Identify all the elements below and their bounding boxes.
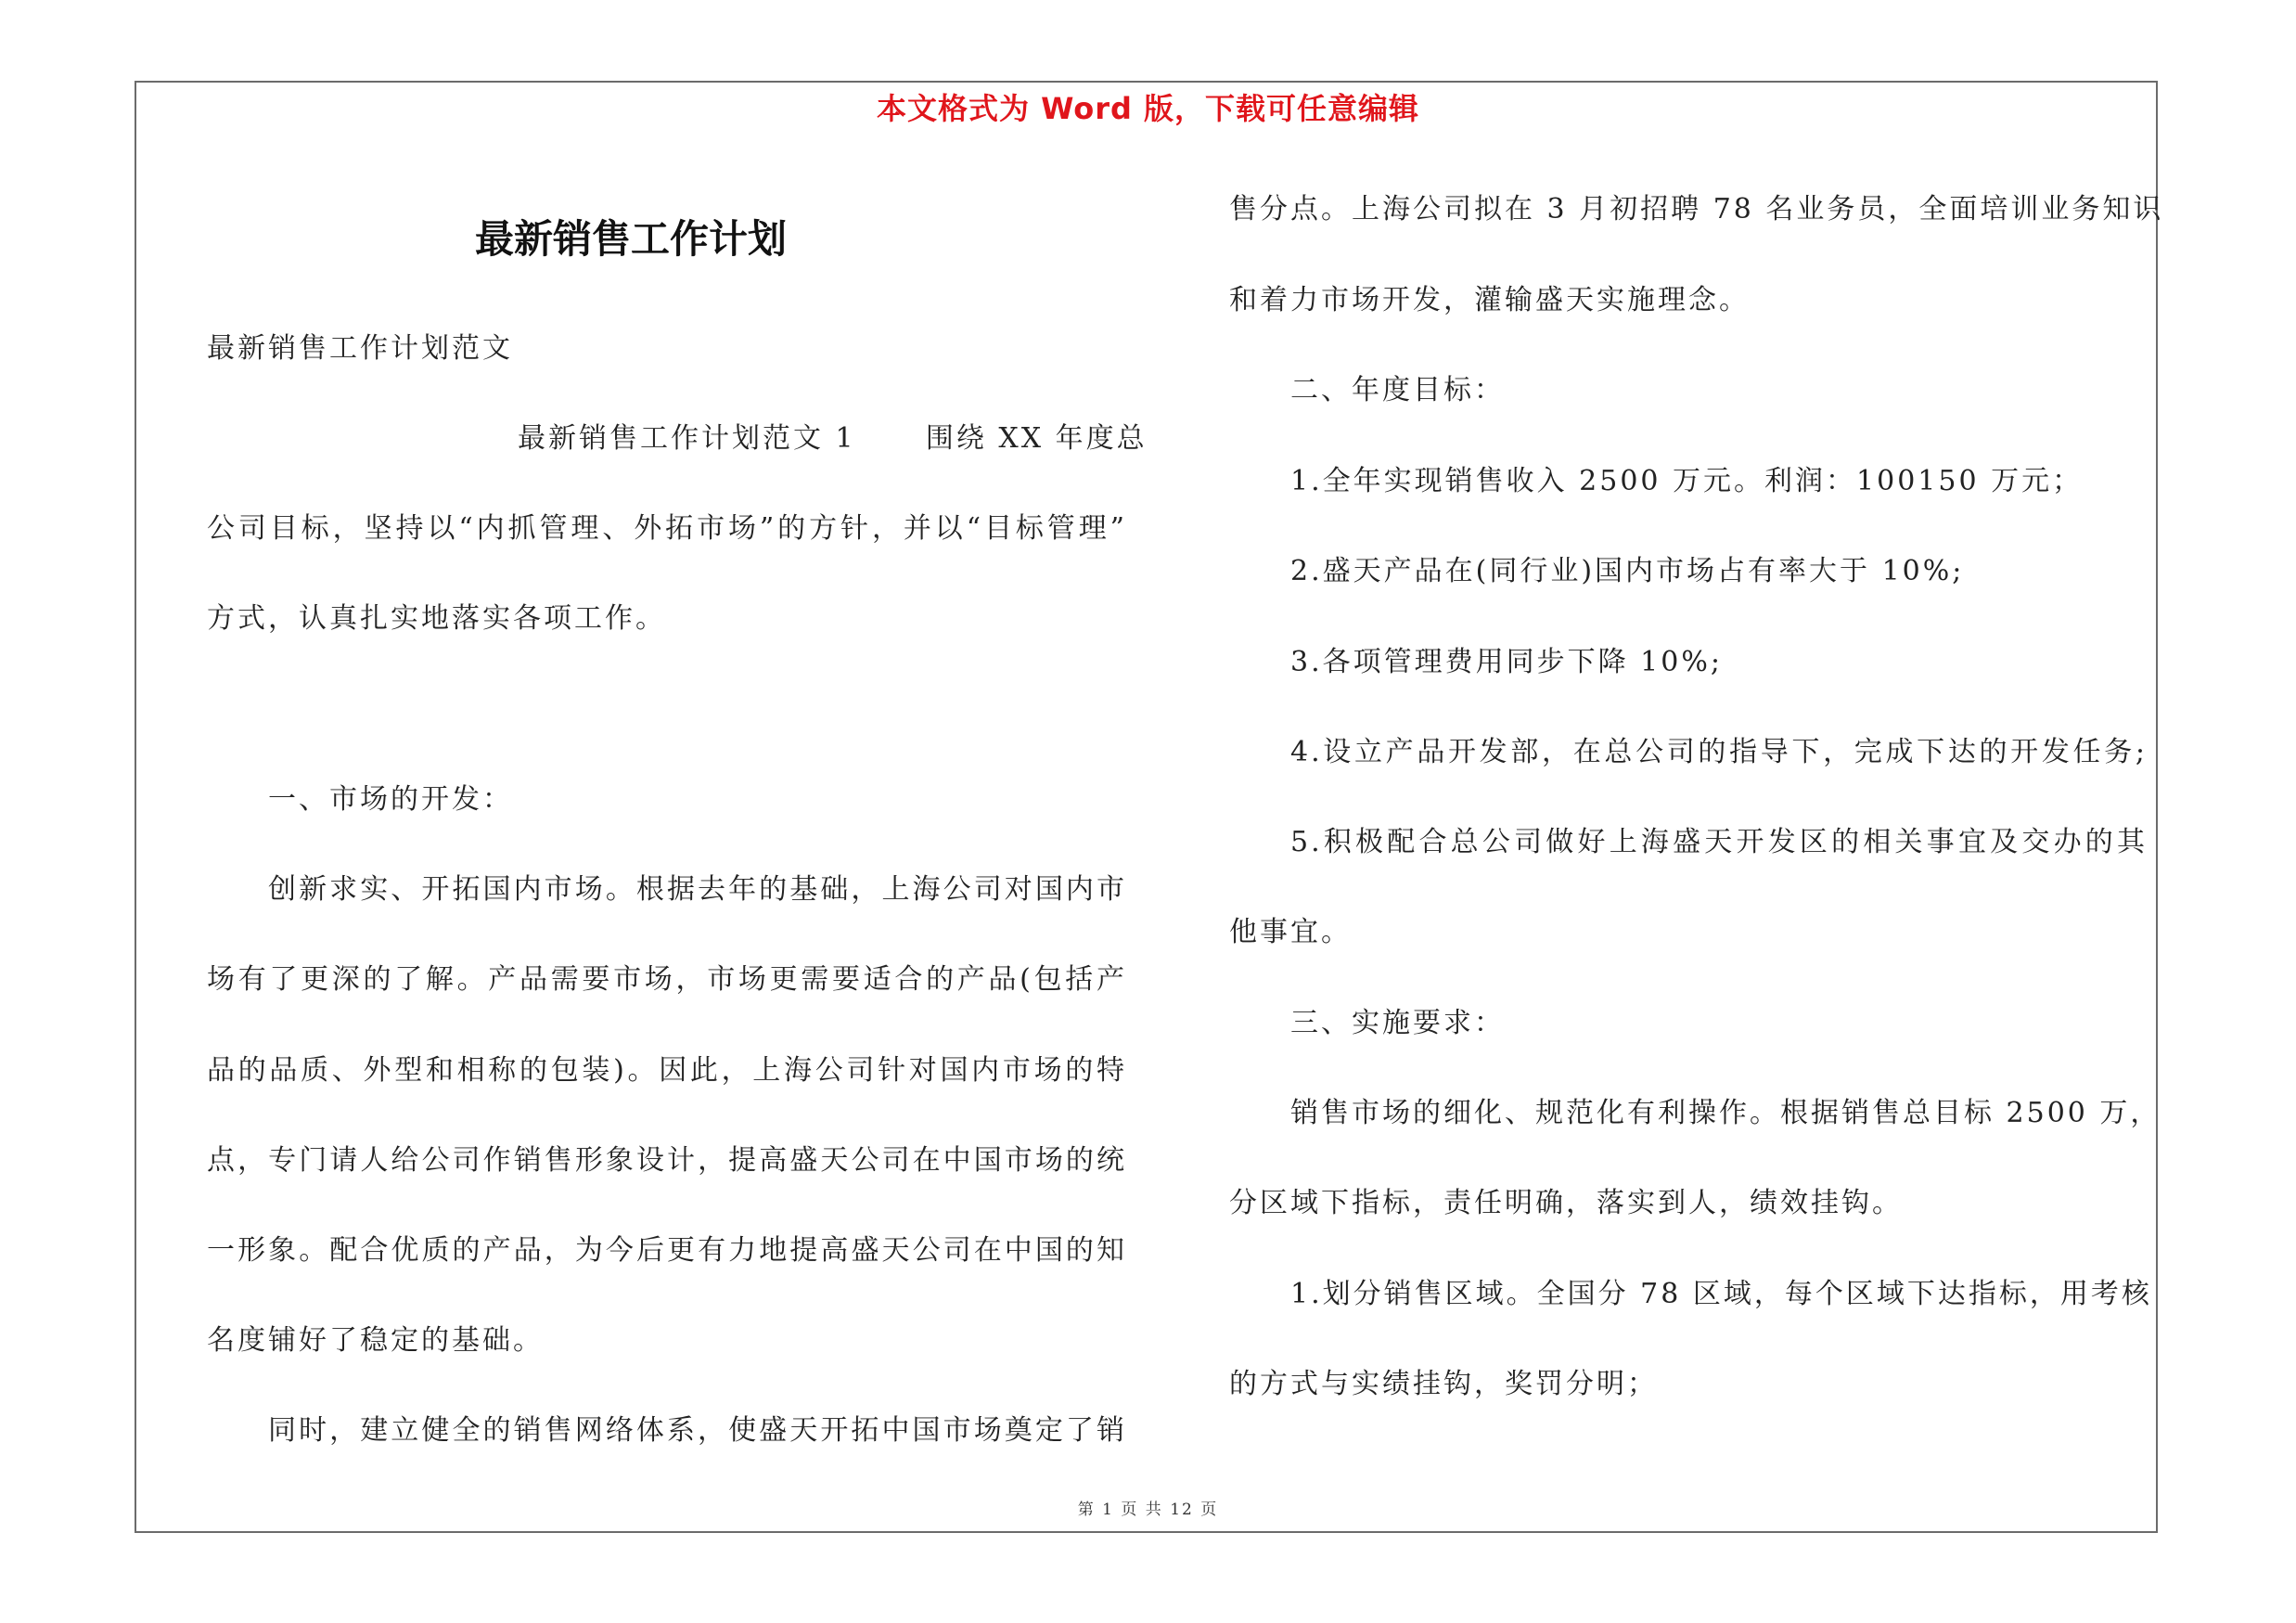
paragraph-line: 公司目标，坚持以“内抓管理、外拓市场”的方针，并以“目标管理” [207, 512, 1127, 545]
paragraph-line: 点，专门请人给公司作销售形象设计，提高盛天公司在中国市场的统 [207, 1144, 1127, 1177]
goal-item: 5.积极配合总公司做好上海盛天开发区的相关事宜及交办的其 [1290, 826, 2148, 858]
paragraph-line: 1.划分销售区域。全国分 78 区域，每个区域下达指标，用考核 [1290, 1278, 2152, 1310]
paragraph-line: 名度铺好了稳定的基础。 [207, 1324, 544, 1357]
paragraph-line: 品的品质、外型和相称的包装)。因此，上海公司针对国内市场的特 [207, 1054, 1127, 1087]
section-heading: 三、实施要求： [1290, 1007, 1505, 1039]
heading-line: 最新销售工作计划范文 1 围绕 XX 年度总 [518, 422, 1148, 455]
paragraph-line: 场有了更深的了解。产品需要市场，市场更需要适合的产品(包括产 [207, 963, 1127, 996]
goal-item: 4.设立产品开发部，在总公司的指导下，完成下达的开发任务; [1290, 736, 2148, 768]
document-title: 最新销售工作计划 [474, 216, 787, 262]
paragraph-line: 的方式与实绩挂钩，奖罚分明； [1229, 1368, 1658, 1400]
paragraph-line: 他事宜。 [1229, 916, 1352, 948]
section-heading: 一、市场的开发： [268, 783, 513, 816]
subtitle: 最新销售工作计划范文 [207, 332, 513, 365]
goal-item: 3.各项管理费用同步下降 10%; [1290, 646, 1723, 678]
paragraph-line: 方式，认真扎实地落实各项工作。 [207, 602, 666, 635]
paragraph-line: 销售市场的细化、规范化有利操作。根据销售总目标 2500 万， [1290, 1097, 2161, 1129]
page-number: 第 1 页 共 12 页 [1077, 1501, 1219, 1519]
goal-item: 2.盛天产品在(同行业)国内市场占有率大于 10%; [1290, 555, 1965, 587]
section-heading: 二、年度目标： [1290, 374, 1505, 406]
paragraph-line: 创新求实、开拓国内市场。根据去年的基础，上海公司对国内市 [268, 873, 1127, 906]
paragraph-line: 售分点。上海公司拟在 3 月初招聘 78 名业务员，全面培训业务知识 [1229, 193, 2164, 225]
paragraph-line: 分区域下指标，责任明确，落实到人，绩效挂钩。 [1229, 1187, 1903, 1219]
paragraph-line: 和着力市场开发，灌输盛天实施理念。 [1229, 284, 1750, 316]
paragraph-line: 同时，建立健全的销售网络体系，使盛天开拓中国市场奠定了销 [268, 1414, 1127, 1447]
format-banner: 本文格式为 Word 版，下载可任意编辑 [876, 91, 1420, 126]
paragraph-line: 一形象。配合优质的产品，为今后更有力地提高盛天公司在中国的知 [207, 1234, 1127, 1267]
goal-item: 1.全年实现销售收入 2500 万元。利润：100150 万元； [1290, 465, 2084, 497]
